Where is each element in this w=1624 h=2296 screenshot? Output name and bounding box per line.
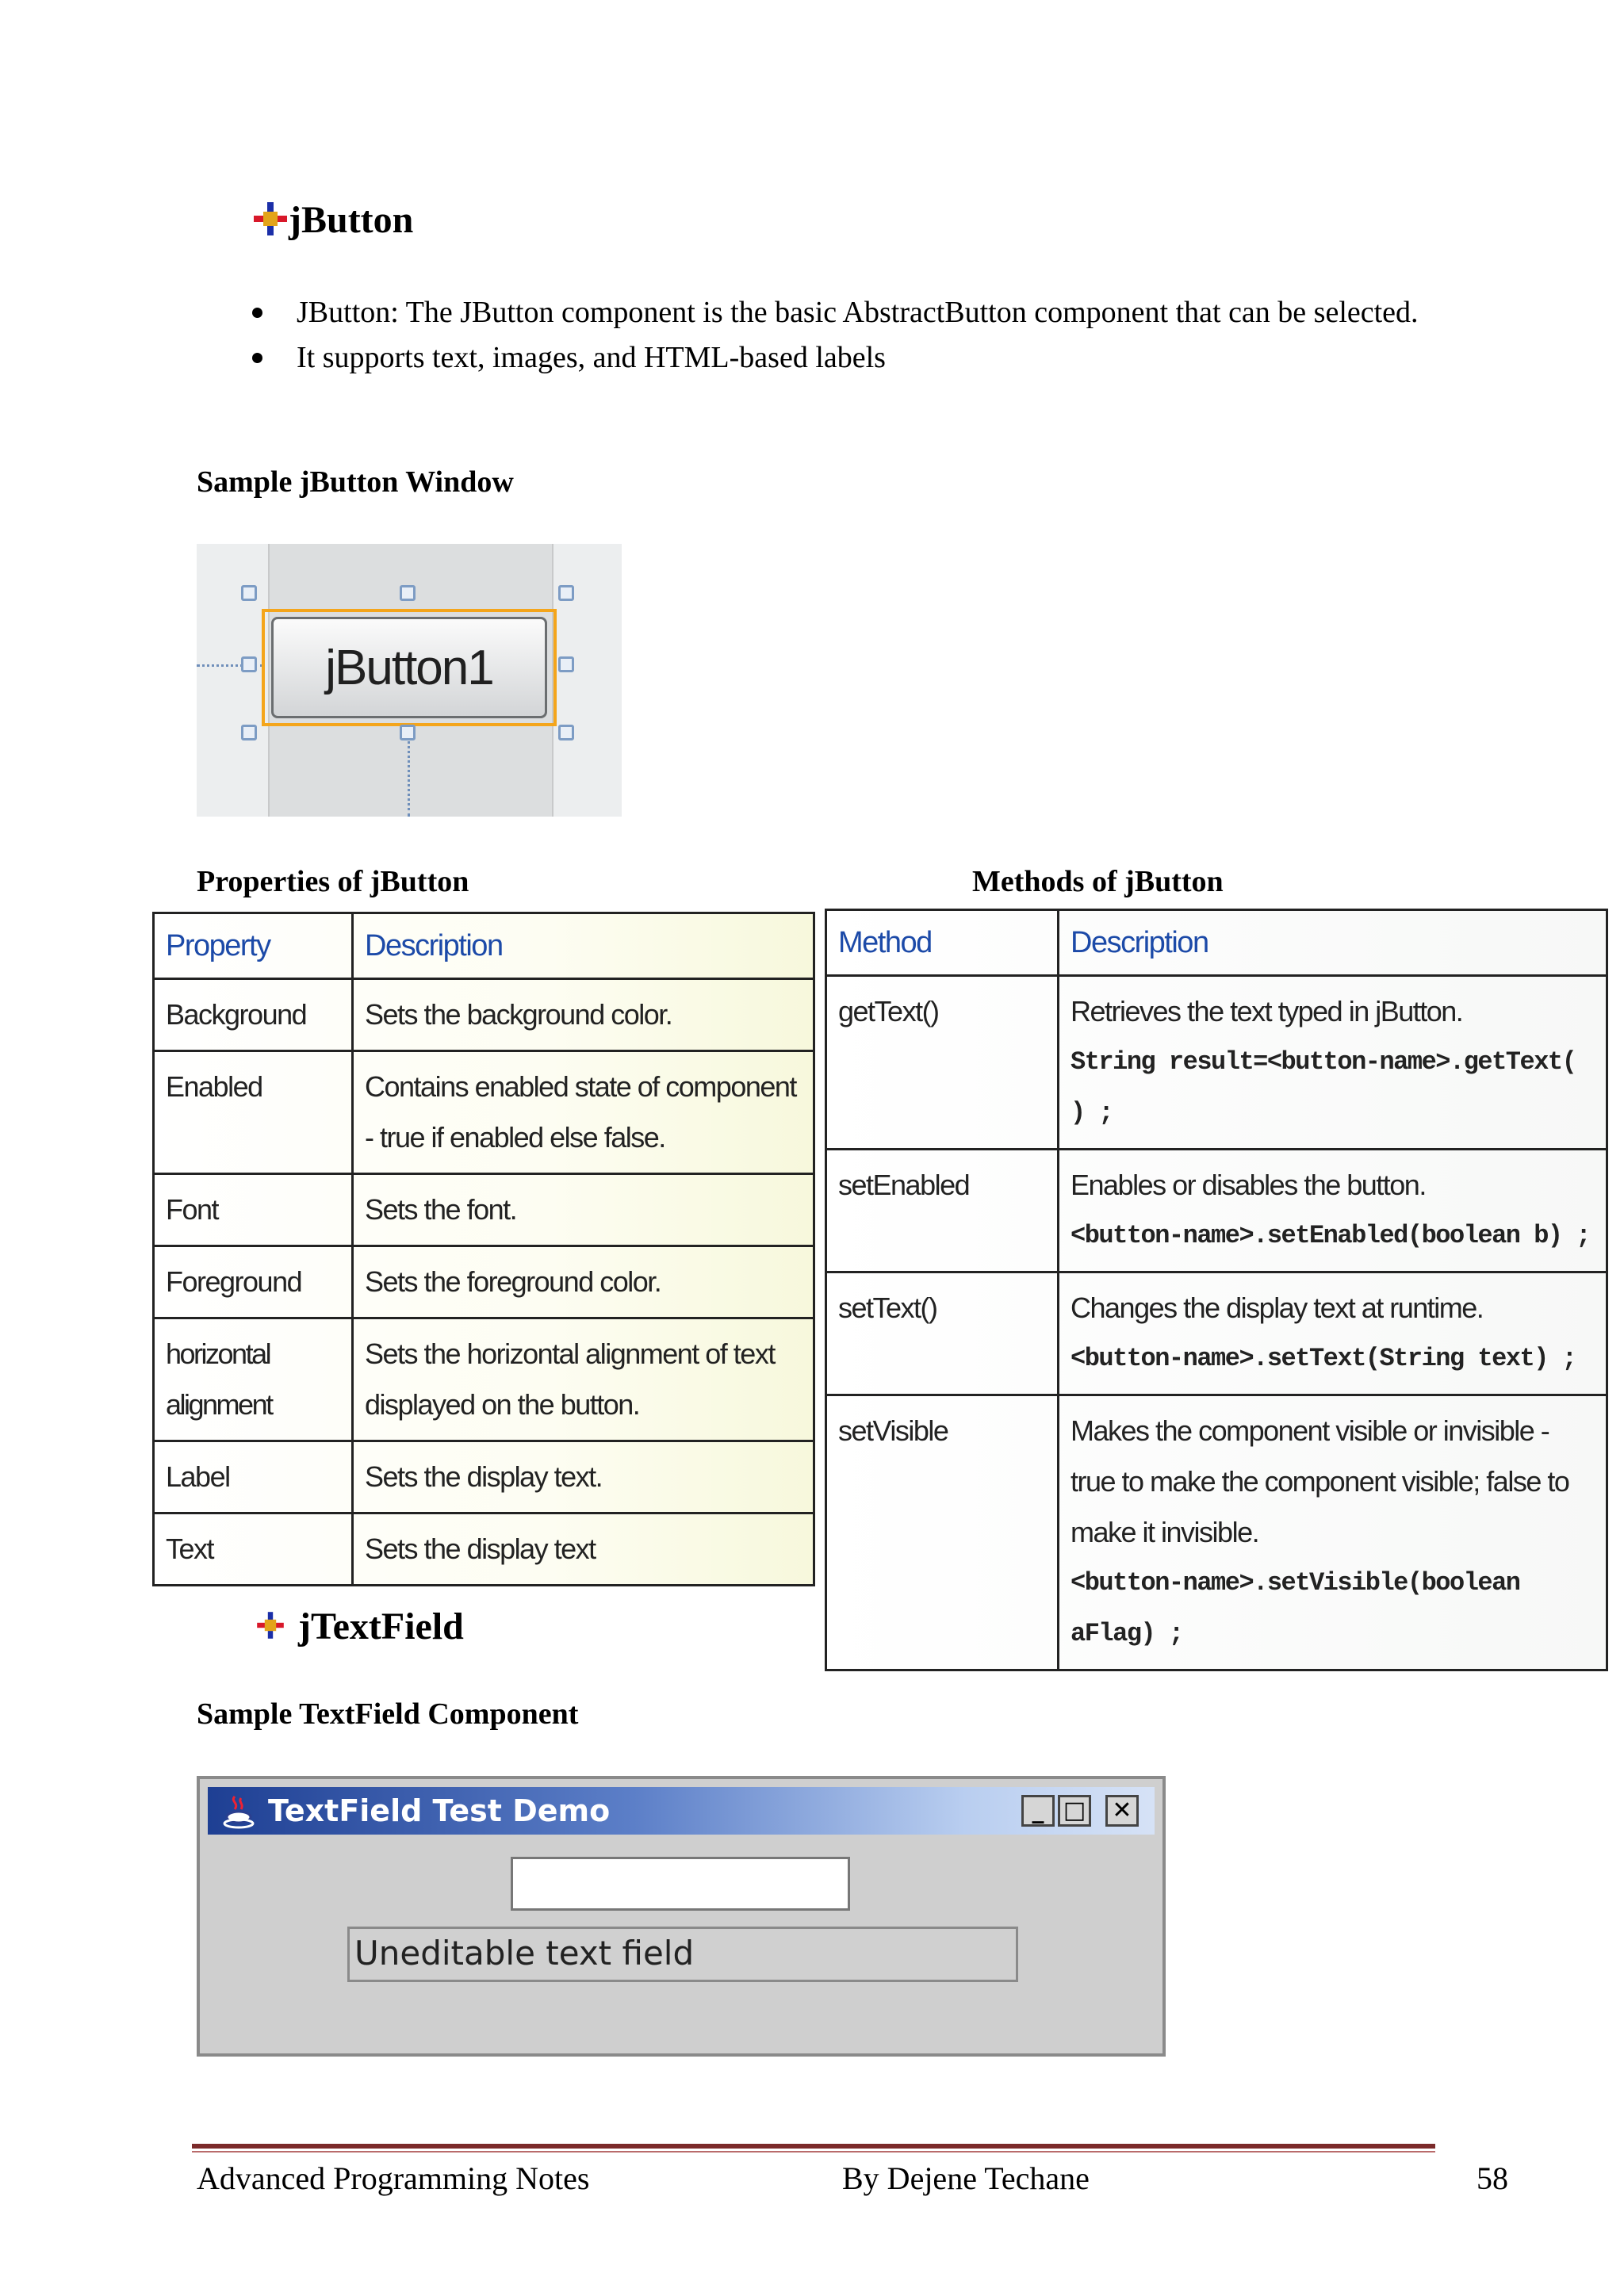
property-description: Sets the display text (353, 1513, 814, 1586)
method-name: getText() (826, 976, 1059, 1150)
resize-handle[interactable] (558, 725, 574, 740)
table-row (826, 1272, 1607, 1395)
property-name: Foreground (154, 1246, 353, 1318)
property-description: Sets the display text. (353, 1441, 814, 1513)
method-description: Makes the component visible or invisible - true to make the component visible; false to make it invisible. (1071, 1414, 1569, 1548)
method-code: <button-name>.setEnabled(boolean b) ; (1071, 1221, 1591, 1250)
footer-center: By Dejene Techane (842, 2160, 1090, 2196)
method-code: <button-name>.setText(String text) ; (1071, 1344, 1576, 1373)
bullet-plus-icon (252, 201, 289, 237)
method-name: setText() (826, 1272, 1059, 1395)
window-titlebar (208, 1787, 1155, 1835)
close-button[interactable]: ✕ (1105, 1795, 1139, 1827)
property-name: Background (154, 979, 353, 1051)
method-description: Changes the display text at runtime. (1071, 1292, 1484, 1324)
table-header-row (826, 910, 1607, 976)
property-name: horizontal alignment (154, 1318, 353, 1441)
footer-divider (192, 2151, 1435, 2152)
property-name: Font (154, 1174, 353, 1246)
list-item: It supports text, images, and HTML-based labels (252, 335, 1427, 381)
sample-textfield-heading: Sample TextField Component (197, 1697, 579, 1731)
resize-handle[interactable] (400, 725, 416, 740)
table-row (154, 1441, 814, 1513)
properties-heading: Properties of jButton (197, 865, 469, 898)
jbutton-sample-image (197, 544, 622, 817)
table-row (154, 1513, 814, 1586)
bullet-plus-icon (256, 1611, 285, 1640)
column-header: Description (353, 913, 814, 979)
property-description: Sets the background color. (353, 979, 814, 1051)
column-header: Description (1059, 910, 1607, 976)
table-row (826, 1395, 1607, 1670)
footer-left: Advanced Programming Notes (197, 2160, 590, 2196)
property-description: Contains enabled state of component - true if enabled else false. (353, 1051, 814, 1174)
column-header: Property (154, 913, 353, 979)
property-description: Sets the font. (353, 1174, 814, 1246)
method-name: setEnabled (826, 1150, 1059, 1272)
maximize-button[interactable]: □ (1058, 1795, 1091, 1827)
methods-table (825, 909, 1608, 1671)
table-row (826, 1150, 1607, 1272)
page-number: 58 (1477, 2160, 1508, 2196)
section-title: jButton (289, 199, 414, 241)
property-name: Label (154, 1441, 353, 1513)
properties-table (152, 912, 815, 1586)
list-item: JButton: The JButton component is the basic AbstractButton component that can be selected. (252, 290, 1427, 335)
section-title: jTextField (298, 1605, 464, 1647)
resize-handle[interactable] (558, 585, 574, 601)
property-description: Sets the foreground color. (353, 1246, 814, 1318)
bullet-dot-icon (252, 308, 262, 318)
table-row (154, 1246, 814, 1318)
method-description: Retrieves the text typed in jButton. (1071, 995, 1463, 1027)
resize-handle[interactable] (241, 585, 257, 601)
methods-heading: Methods of jButton (972, 865, 1224, 898)
uneditable-text-field: Uneditable text field (347, 1927, 1018, 1982)
resize-handle[interactable] (241, 656, 257, 672)
bullet-dot-icon (252, 353, 262, 363)
jbutton-sample[interactable]: jButton1 (271, 617, 547, 718)
method-code: <button-name>.setVisible(boolean aFlag) ; (1071, 1568, 1520, 1648)
bullet-list (252, 290, 1427, 381)
property-description: Sets the horizontal alignment of text displayed on the button. (353, 1318, 814, 1441)
table-row (826, 976, 1607, 1150)
section-heading-jtextfield (252, 1605, 464, 1648)
resize-handle[interactable] (400, 585, 416, 601)
resize-handle[interactable] (241, 725, 257, 740)
textfield-demo-window (197, 1776, 1166, 2057)
section-heading-jbutton (252, 198, 413, 242)
table-row (154, 979, 814, 1051)
table-row (154, 1051, 814, 1174)
property-name: Text (154, 1513, 353, 1586)
sample-jbutton-heading: Sample jButton Window (197, 465, 514, 499)
method-description: Enables or disables the button. (1071, 1169, 1426, 1201)
footer-divider (192, 2144, 1435, 2149)
editable-text-field[interactable] (511, 1857, 850, 1911)
method-code: String result=<button-name>.getText( ) ; (1071, 1047, 1576, 1127)
table-row (154, 1318, 814, 1441)
property-name: Enabled (154, 1051, 353, 1174)
window-title: TextField Test Demo (268, 1793, 611, 1828)
table-header-row (154, 913, 814, 979)
minimize-button[interactable]: _ (1021, 1795, 1055, 1827)
method-name: setVisible (826, 1395, 1059, 1670)
java-coffee-icon (220, 1793, 257, 1830)
table-row (154, 1174, 814, 1246)
resize-handle[interactable] (558, 656, 574, 672)
column-header: Method (826, 910, 1059, 976)
